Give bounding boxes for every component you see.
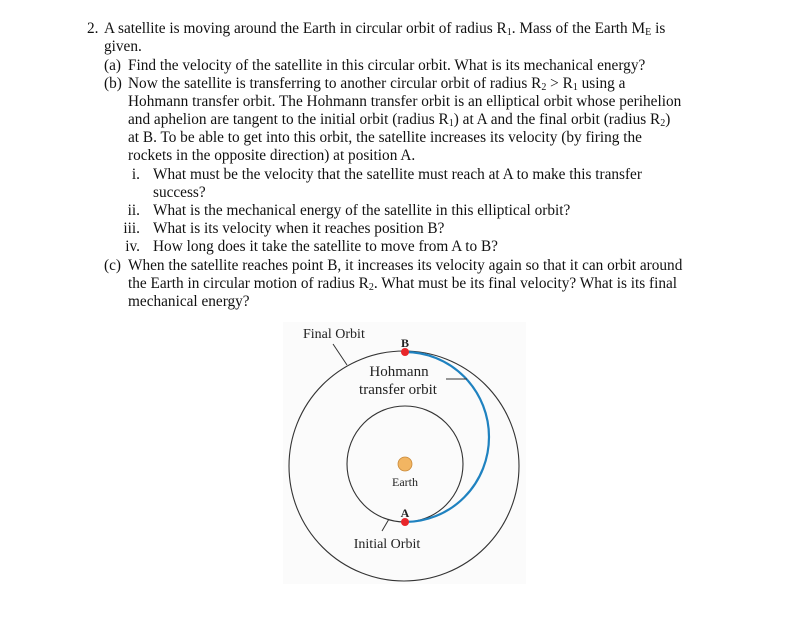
transfer-orbit-label-1: Hohmann xyxy=(369,364,429,380)
part-b-line-4: at B. To be able to get into this orbit, the satellite increases its velocity (by firing the xyxy=(128,129,642,146)
part-c-label: (c) xyxy=(104,257,121,274)
part-c-line-2: the Earth in circular motion of radius $R_2$. What must be its final velocity? What is its final xyxy=(128,275,678,293)
part-b-label: (b) xyxy=(104,75,122,92)
subpart-iv-label: iv. xyxy=(125,238,140,255)
final-orbit-leader-line xyxy=(333,344,347,365)
subpart-i-line-1: What must be the velocity that the satellite must reach at A to make this transfer xyxy=(153,166,642,183)
point-b-label: B xyxy=(400,336,410,350)
subpart-i-line-2: success? xyxy=(153,184,206,201)
earth-icon xyxy=(398,457,412,471)
subpart-iv-text: How long does it take the satellite to move from A to B? xyxy=(153,238,498,255)
earth-label: Earth xyxy=(392,475,418,489)
part-b-line-1: Now the satellite is transferring to another circular orbit of radius $R_2 > R_1$ using a xyxy=(128,75,626,93)
initial-orbit-label: Initial Orbit xyxy=(353,537,421,552)
subpart-i-label: i. xyxy=(131,166,140,183)
problem-intro-line-2: given. xyxy=(104,38,142,55)
point-a-label: A xyxy=(400,506,410,520)
part-b-line-5: rockets in the opposite direction) at position A. xyxy=(128,147,416,164)
subpart-iii-text: What is its velocity when it reaches position B? xyxy=(153,220,445,237)
part-b-line-3: and aphelion are tangent to the initial orbit (radius $R_1$) at A and the final orbit (radius $R_2$) xyxy=(128,111,671,129)
part-c-line-1: When the satellite reaches point B, it increases its velocity again so that it can orbit around xyxy=(128,257,683,274)
subpart-iii-label: iii. xyxy=(123,220,140,237)
final-orbit-label: Final Orbit xyxy=(303,327,365,342)
subpart-ii-text: What is the mechanical energy of the satellite in this elliptical orbit? xyxy=(153,202,571,219)
part-b-line-2: Hohmann transfer orbit. The Hohmann transfer orbit is an elliptical orbit whose perihelion xyxy=(128,93,682,110)
subpart-ii-label: ii. xyxy=(127,202,140,219)
part-c-line-3: mechanical energy? xyxy=(128,293,250,310)
problem-number: 2. xyxy=(87,20,99,37)
initial-orbit-leader-line xyxy=(382,519,389,531)
part-a-text: Find the velocity of the satellite in this circular orbit. What is its mechanical energy? xyxy=(128,57,646,74)
transfer-orbit-label-2: transfer orbit xyxy=(359,382,437,398)
part-a-label: (a) xyxy=(104,57,121,74)
problem-intro-line: A satellite is moving around the Earth in circular orbit of radius $R_1$. Mass of the Earth $M_E$ is xyxy=(104,20,666,38)
